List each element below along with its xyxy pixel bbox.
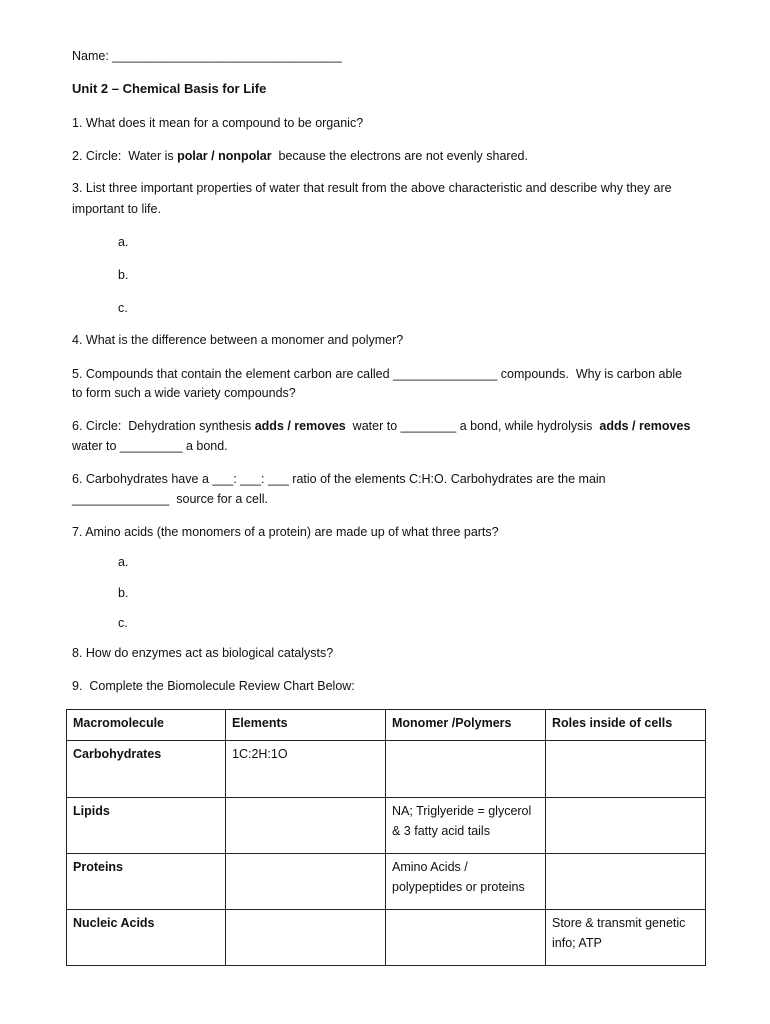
cell-macromolecule: Nucleic Acids bbox=[67, 910, 226, 966]
biomolecule-review-chart bbox=[66, 709, 706, 966]
table-row bbox=[67, 854, 706, 910]
cell-elements: 1C:2H:1O bbox=[226, 741, 386, 798]
table-row bbox=[67, 798, 706, 854]
cell-monomer-polymers bbox=[386, 910, 546, 966]
cell-elements bbox=[226, 910, 386, 966]
cell-roles bbox=[546, 854, 706, 910]
header-monomer-polymers: Monomer /Polymers bbox=[386, 710, 546, 741]
question-6-circle-line2: water to _________ a bond. bbox=[72, 439, 228, 453]
cell-elements bbox=[226, 854, 386, 910]
question-6-choice-1: adds / removes bbox=[254, 419, 346, 433]
question-7-item-c: c. bbox=[118, 616, 128, 630]
cell-macromolecule: Proteins bbox=[67, 854, 226, 910]
cell-roles bbox=[546, 798, 706, 854]
table-row bbox=[67, 741, 706, 798]
question-8: 8. How do enzymes act as biological catalysts? bbox=[72, 646, 334, 660]
question-7-item-b: b. bbox=[118, 586, 129, 600]
question-2 bbox=[72, 148, 528, 164]
question-6-middle: water to ________ a bond, while hydrolysis bbox=[345, 419, 600, 433]
header-macromolecule: Macromolecule bbox=[67, 710, 226, 741]
cell-roles bbox=[546, 741, 706, 798]
cell-roles: Store & transmit genetic info; ATP bbox=[546, 910, 706, 966]
question-3-item-c: c. bbox=[118, 301, 128, 315]
question-3-item-b: b. bbox=[118, 268, 129, 282]
question-7-item-a: a. bbox=[118, 555, 129, 569]
question-3-line1: 3. List three important properties of water that result from the above characteristic and describe why they are bbox=[72, 181, 672, 195]
question-1: 1. What does it mean for a compound to be organic? bbox=[72, 116, 364, 130]
cell-macromolecule: Lipids bbox=[67, 798, 226, 854]
question-5-line2: to form such a wide variety compounds? bbox=[72, 386, 296, 400]
question-9: 9. Complete the Biomolecule Review Chart Below: bbox=[72, 679, 355, 693]
question-2-suffix: because the electrons are not evenly shared. bbox=[271, 149, 528, 163]
question-6-choice-2: adds / removes bbox=[599, 419, 691, 433]
unit-title: Unit 2 – Chemical Basis for Life bbox=[72, 81, 267, 96]
question-2-prefix: 2. Circle: Water is bbox=[72, 149, 178, 163]
header-roles: Roles inside of cells bbox=[546, 710, 706, 741]
cell-macromolecule: Carbohydrates bbox=[67, 741, 226, 798]
cell-monomer-polymers: Amino Acids / polypeptides or proteins bbox=[386, 854, 546, 910]
question-5-line1: 5. Compounds that contain the element carbon are called _______________ compounds. Why is carbon able bbox=[72, 367, 683, 381]
cell-elements bbox=[226, 798, 386, 854]
question-4: 4. What is the difference between a monomer and polymer? bbox=[72, 333, 404, 347]
cell-monomer-polymers: NA; Triglyeride = glycerol & 3 fatty acid tails bbox=[386, 798, 546, 854]
question-6-carbs-line2: ______________ source for a cell. bbox=[72, 492, 268, 506]
chart-header-row bbox=[67, 710, 706, 741]
question-6-carbs-line1: 6. Carbohydrates have a ___: ___: ___ ratio of the elements C:H:O. Carbohydrates are the main bbox=[72, 472, 606, 486]
question-3-line2: important to life. bbox=[72, 202, 161, 216]
cell-monomer-polymers bbox=[386, 741, 546, 798]
question-2-choice: polar / nonpolar bbox=[177, 149, 272, 163]
question-6-circle bbox=[72, 418, 690, 434]
table-row bbox=[67, 910, 706, 966]
name-field: Name: _________________________________ bbox=[72, 49, 342, 63]
question-6-prefix: 6. Circle: Dehydration synthesis bbox=[72, 419, 255, 433]
question-3-item-a: a. bbox=[118, 235, 129, 249]
header-elements: Elements bbox=[226, 710, 386, 741]
question-7: 7. Amino acids (the monomers of a protein) are made up of what three parts? bbox=[72, 525, 499, 539]
